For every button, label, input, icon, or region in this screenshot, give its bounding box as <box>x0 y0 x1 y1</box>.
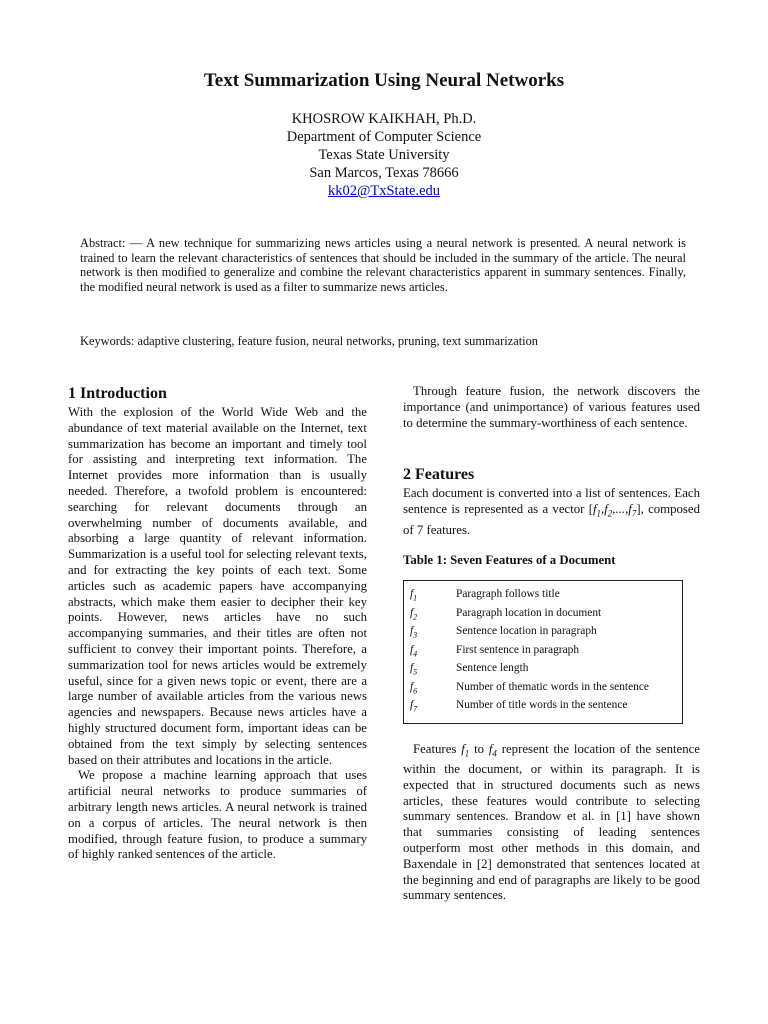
author-email-link[interactable]: kk02@TxState.edu <box>327 183 440 199</box>
feature-symbol: $f_7$ <box>410 699 418 714</box>
feature-symbol: $f_4$ <box>410 643 418 659</box>
feature-symbol: $f_1$ <box>410 588 418 603</box>
feature-symbol: $f_2$ <box>410 606 418 622</box>
paper-title: Text Summarization Using Neural Networks <box>203 70 565 91</box>
features-paragraph-2-start: Features <box>413 741 462 756</box>
table-row <box>404 661 683 679</box>
author-name: KHOSROW KAIKHAH, Ph.D. <box>291 111 477 127</box>
table-row <box>404 581 683 606</box>
feature-description: Paragraph location in document <box>456 606 602 619</box>
introduction-paragraph-1: With the explosion of the World Wide Web and the abundance of text material available on the Internet, text summarization has become an important and timely tool for assisting and interpreting text information. The Internet provides more information than is usually needed. Therefore, a twofold problem is encountered: searching for relevant documents through an overwhelming number of documents available, and absorbing a large quantity of relevant information. Summarization is a useful tool for selecting relevant texts, and for extracting the key points of each text. Some articles such as academic papers have accompanying abstracts, which make them easier to decipher their key points. However, news articles have no such accompanying summaries, and their titles are often not sufficient to convey their important points. Therefore, a summarization tool for news articles would be extremely useful, since for a given news topic or event, there are a large number of available articles from the various news agencies and newspapers. Because news articles have a highly structured document form, important ideas can be obtained from the text simply by selecting sentences based on their attributes and locations in the article. <box>68 405 367 767</box>
feature-f4-ref: $f_4$ <box>488 741 497 759</box>
author-university: Texas State University <box>318 147 450 163</box>
table-row <box>404 606 683 624</box>
right-column <box>403 384 700 904</box>
left-column <box>68 384 367 863</box>
author-department: Department of Computer Science <box>286 129 482 145</box>
section-heading-features: 2 Features <box>403 466 475 484</box>
features-paragraph-2-to: to <box>469 741 489 756</box>
feature-vector: $f_1,f_2,...,f_7$ <box>592 502 637 519</box>
features-paragraph-2-rest: represent the location of the sentence within the document, or within its paragraph. It is expected that in structured documents such as news articles, these features would contribute to selecting summary sentences. Brandow et al. in [1] have shown that summaries consisting of leading sentences outperform most other methods in this domain, and Baxendale in [2] demonstrated that sentences located at the beginning and end of paragraphs are likely to be good summary sentences. <box>403 741 700 903</box>
table-caption: Table 1: Seven Features of a Document <box>403 553 616 568</box>
feature-description: Number of thematic words in the sentence <box>456 680 649 693</box>
feature-f1-ref: $f_1$ <box>461 741 470 759</box>
abstract: Abstract: — A new technique for summarizing news articles using a neural network is presented. A neural network is trained to learn the relevant characteristics of sentences that should be included in the summary of the article. The neural network is then modified to generalize and combine the relevant characteristics apparent in summary sentences. Finally, the modified neural network is used as a filter to summarize news articles. <box>80 236 686 294</box>
section-heading-introduction: 1 Introduction <box>68 385 167 402</box>
feature-description: Sentence length <box>456 662 529 675</box>
feature-description: Sentence location in paragraph <box>456 625 597 638</box>
feature-description: Paragraph follows title <box>456 588 560 601</box>
author-block <box>0 110 768 200</box>
feature-symbol: $f_5$ <box>410 662 418 677</box>
feature-symbol: $f_3$ <box>410 625 418 640</box>
features-paragraph-2 <box>403 742 700 905</box>
features-table <box>403 580 683 723</box>
table-row <box>404 680 683 698</box>
features-paragraph-1-end: ], composed of 7 features. <box>403 502 700 537</box>
author-location: San Marcos, Texas 78666 <box>309 165 459 181</box>
features-paragraph-1 <box>403 486 700 538</box>
features-paragraph-1-start: Each document is converted into a list of sentences. Each sentence is represented as a vector [ <box>403 486 700 517</box>
feature-description: First sentence in paragraph <box>456 643 580 656</box>
feature-symbol: $f_6$ <box>410 680 418 696</box>
introduction-paragraph-3: Through feature fusion, the network discovers the importance (and unimportance) of various features used to determine the summary-worthiness of each sentence. <box>403 384 700 430</box>
table-row <box>404 643 683 661</box>
feature-description: Number of title words in the sentence <box>456 699 628 712</box>
table-row <box>404 698 683 723</box>
table-row <box>404 624 683 642</box>
introduction-paragraph-2: We propose a machine learning approach that uses artificial neural networks to produce summaries of arbitrary length news articles. A neural network is trained on a corpus of articles. The neural network is then modified, through feature fusion, to produce a summary of highly ranked sentences of the article. <box>68 768 367 862</box>
keywords: Keywords: adaptive clustering, feature fusion, neural networks, pruning, text summarization <box>80 334 538 348</box>
